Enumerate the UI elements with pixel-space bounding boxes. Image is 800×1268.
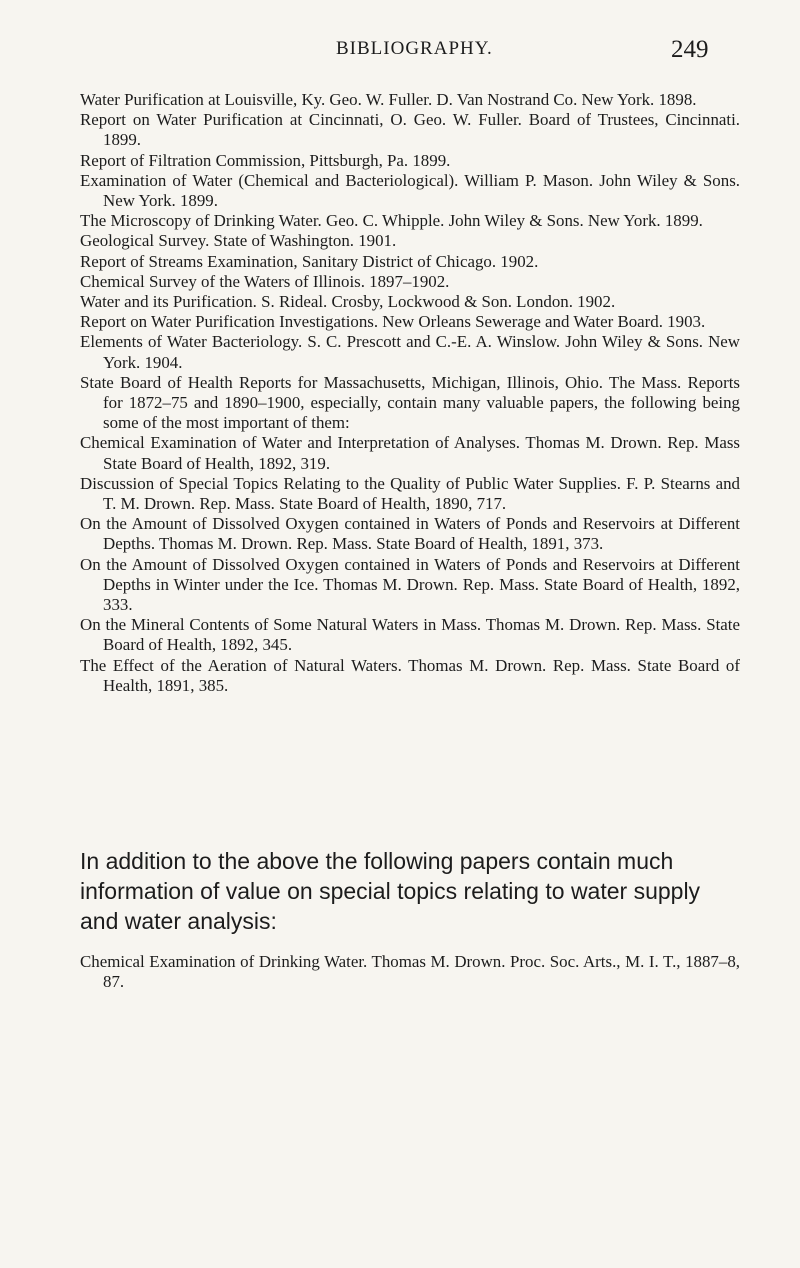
bibliography-entry: Report on Water Purification Investigations. New Orleans Sewerage and Water Board. 1903. (80, 312, 706, 332)
bibliography-entry: Report of Filtration Commission, Pittsburgh, Pa. 1899. (80, 150, 451, 170)
bibliography-entry: The Microscopy of Drinking Water. Geo. C. Whipple. John Wiley & Sons. New York. 1899. (80, 211, 703, 231)
bibliography-entry: Report on Water Purification at Cincinnati, O. Geo. W. Fuller. Board of Trustees, Cincinnati. 1899. (80, 110, 740, 150)
running-head (0, 36, 800, 76)
bibliography-entry: Water and its Purification. S. Rideal. Crosby, Lockwood & Son. London. 1902. (80, 292, 616, 312)
bibliography-entry: Report of Streams Examination, Sanitary District of Chicago. 1902. (80, 251, 539, 271)
bibliography-list (80, 90, 740, 696)
bibliography-entry: Discussion of Special Topics Relating to the Quality of Public Water Supplies. F. P. Stearns and T. M. Drown. Rep. Mass. State Board of Health, 1890, 717. (80, 473, 740, 514)
bibliography-entry: State Board of Health Reports for Massachusetts, Michigan, Illinois, Ohio. The Mass. Reports for 1872–75 and 1890–1900, especially, contain many valuable papers, the following being some of the most important of them: (80, 372, 740, 433)
section-note: In addition to the above the following papers contain much information of value on special topics relating to water supply and water analysis: (80, 848, 701, 934)
bibliography-entry: Elements of Water Bacteriology. S. C. Prescott and C.-E. A. Winslow. John Wiley & Sons. New York. 1904. (80, 332, 740, 372)
bibliography-entry: Examination of Water (Chemical and Bacteriological). William P. Mason. John Wiley & Sons. New York. 1899. (80, 170, 740, 211)
bibliography-entry: Geological Survey. State of Washington. 1901. (80, 231, 397, 251)
bibliography-entry: Chemical Examination of Water and Interpretation of Analyses. Thomas M. Drown. Rep. Mass State Board of Health, 1892, 319. (80, 433, 740, 473)
bibliography-entry: On the Amount of Dissolved Oxygen contained in Waters of Ponds and Reservoirs at Different Depths. Thomas M. Drown. Rep. Mass. State Board of Health, 1891, 373. (80, 514, 740, 554)
running-title: BIBLIOGRAPHY. (336, 38, 493, 59)
bibliography-entry: The Effect of the Aeration of Natural Waters. Thomas M. Drown. Rep. Mass. State Board of Health, 1891, 385. (80, 655, 740, 695)
page-number: 249 (671, 36, 709, 63)
bibliography-entry: Chemical Examination of Drinking Water. Thomas M. Drown. Proc. Soc. Arts., M. I. T., 1887–8, 87. (80, 952, 740, 992)
bibliography-entry: On the Mineral Contents of Some Natural Waters in Mass. Thomas M. Drown. Rep. Mass. State Board of Health, 1892, 345. (80, 615, 740, 655)
additional-papers-list (80, 952, 740, 992)
bibliography-entry: Chemical Survey of the Waters of Illinois. 1897–1902. (80, 271, 450, 291)
bibliography-entry: Water Purification at Louisville, Ky. Geo. W. Fuller. D. Van Nostrand Co. New York. 1898. (80, 90, 697, 109)
bibliography-entry: On the Amount of Dissolved Oxygen contained in Waters of Ponds and Reservoirs at Different Depths in Winter under the Ice. Thomas M. Drown. Rep. Mass. State Board of Health, 1892, 333. (80, 554, 740, 615)
